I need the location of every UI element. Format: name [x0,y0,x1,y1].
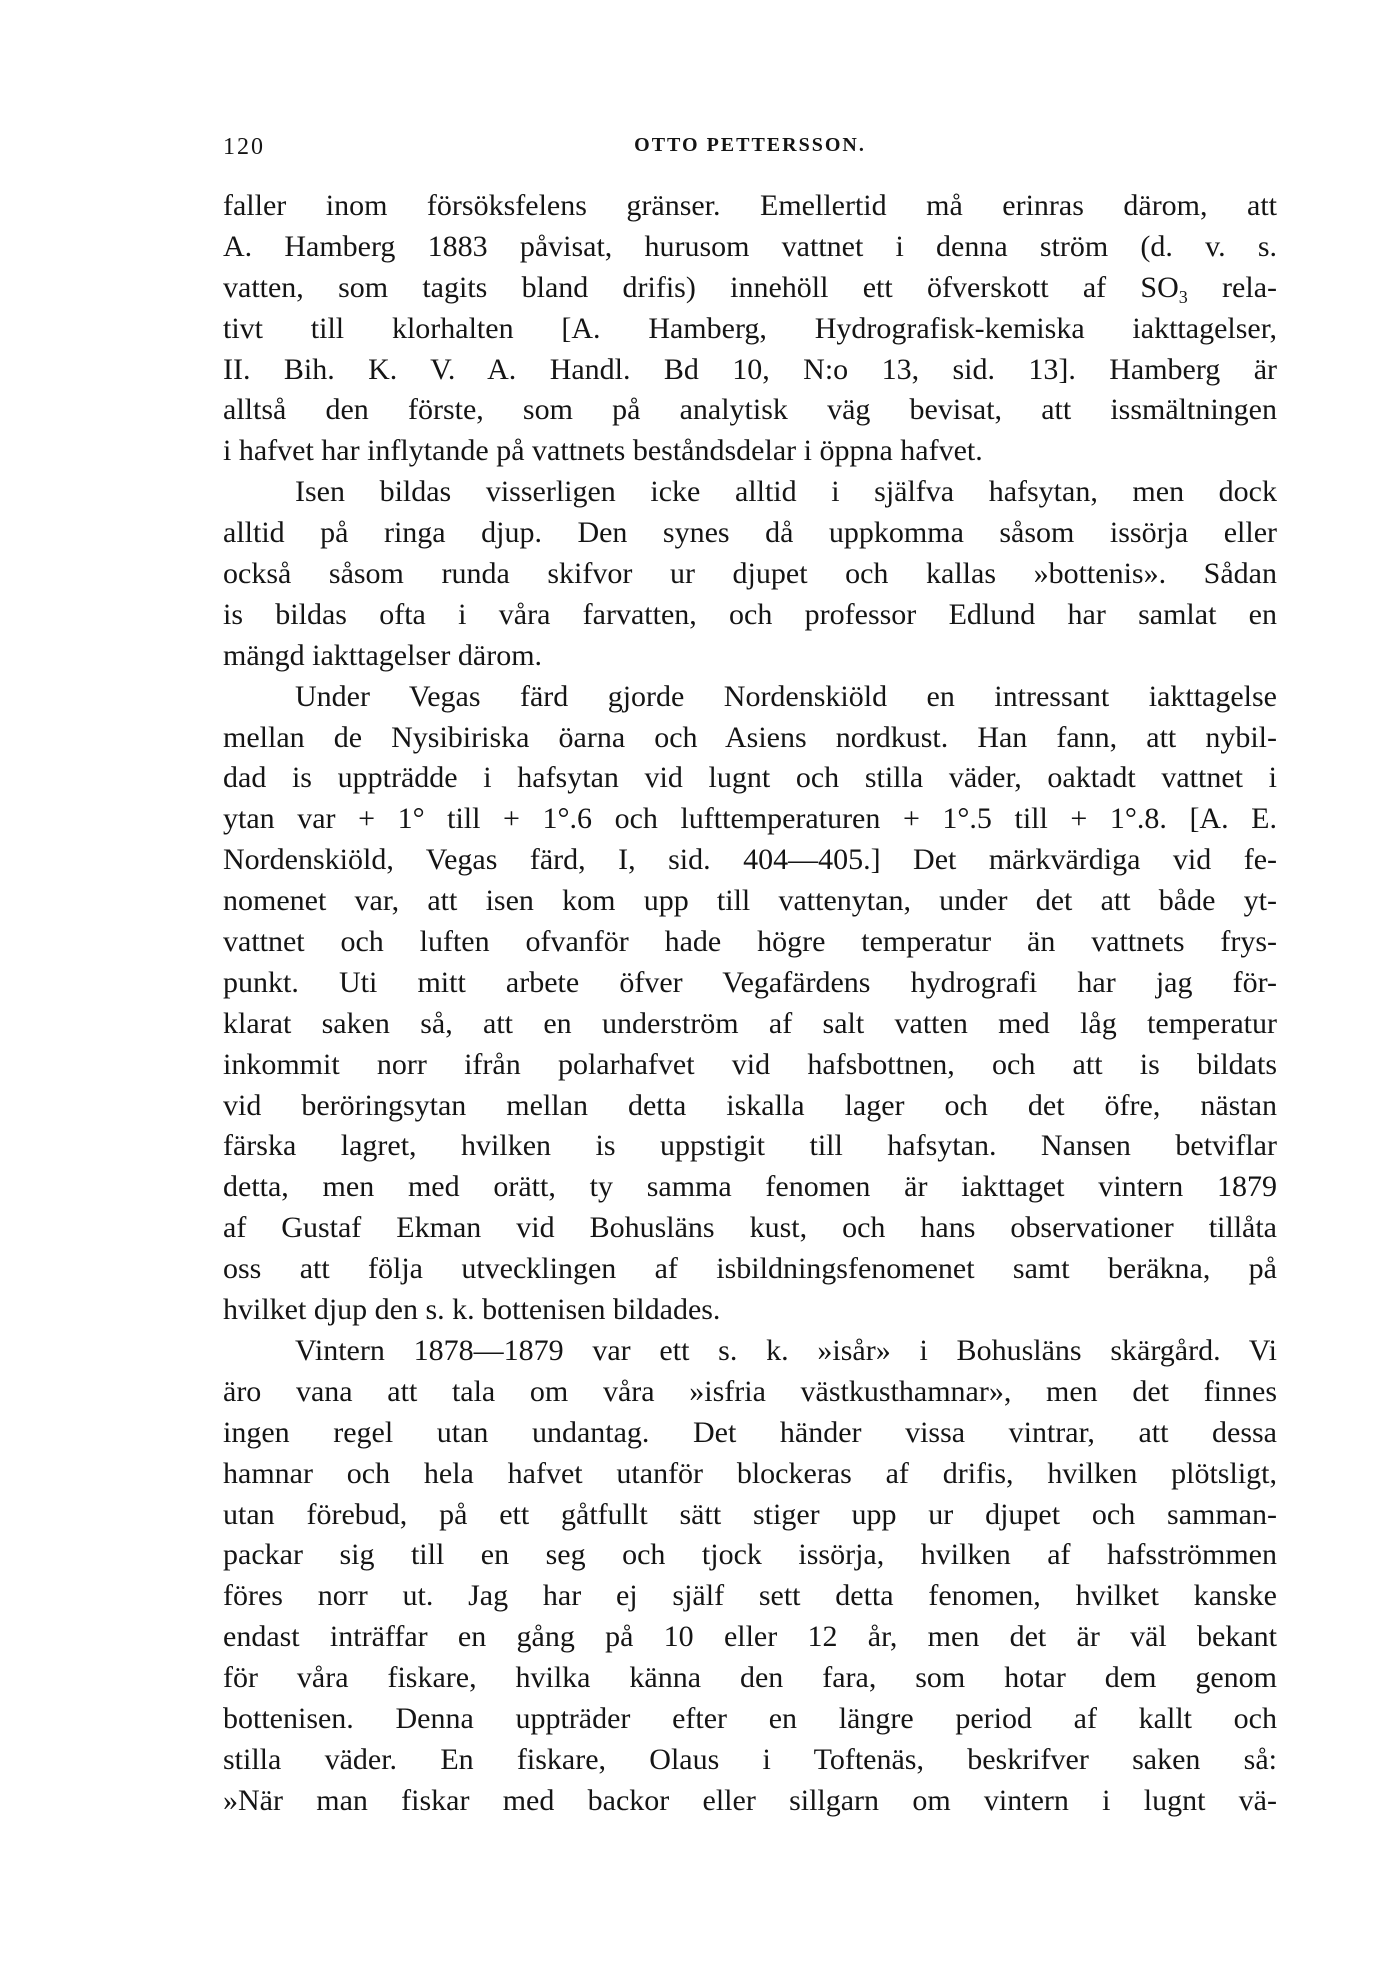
running-title: OTTO PETTERSSON. [634,134,866,156]
paragraph-first-line: Vintern 1878—1879 var ett s. k. »isår» i Bohusläns skärgård. Vi [295,1333,1277,1367]
text-line: mellan de Nysibiriska öarna och Asiens nordkust. Han fann, att nybil- [223,720,1277,754]
text-line: föres norr ut. Jag har ej själf sett detta fenomen, hvilket kanske [223,1579,1277,1613]
text-line: vid beröringsytan mellan detta iskalla lager och det öfre, nästan [223,1088,1277,1122]
page-number: 120 [223,134,265,160]
text-line: Nordenskiöld, Vegas färd, I, sid. 404—405.] Det märkvärdiga vid fe- [223,843,1277,877]
text-line: nomenet var, att isen kom upp till vattenytan, under det att både yt- [223,884,1277,918]
text-line: alltid på ringa djup. Den synes då uppkomma såsom issörja eller [223,516,1277,550]
paragraph-first-line: Under Vegas färd gjorde Nordenskiöld en intressant iakttagelse [295,679,1277,713]
paragraph-first-line: Isen bildas visserligen icke alltid i själfva hafsytan, men dock [295,475,1277,509]
text-line: dad is uppträdde i hafsytan vid lugnt och stilla väder, oaktadt vattnet i [223,761,1277,795]
text-line: utan förebud, på ett gåtfullt sätt stiger upp ur djupet och samman- [223,1497,1277,1531]
text-line: oss att följa utvecklingen af isbildningsfenomenet samt beräkna, på [223,1252,1277,1286]
text-segment: rela- [1187,270,1277,304]
text-line: färska lagret, hvilken is uppstigit till hafsytan. Nansen betviflar [223,1129,1277,1163]
text-line: tivt till klorhalten [A. Hamberg, Hydrografisk-kemiska iakttagelser, [223,311,1277,345]
text-line: af Gustaf Ekman vid Bohusläns kust, och hans observationer tillåta [223,1211,1277,1245]
running-head [223,134,1277,164]
text-line: A. Hamberg 1883 påvisat, hurusom vattnet i denna ström (d. v. s. [223,229,1277,263]
text-line: faller inom försöksfelens gränser. Emellertid må erinras därom, att [223,189,1277,222]
text-line: äro vana att tala om våra »isfria västkusthamnar», men det finnes [223,1374,1277,1408]
text-line: hamnar och hela hafvet utanför blockeras af drifis, hvilken plötsligt, [223,1456,1277,1490]
subscript-digit: 3 [1178,286,1188,307]
text-line: för våra fiskare, hvilka känna den fara, som hotar dem genom [223,1661,1277,1695]
text-line: ytan var + 1° till + 1°.6 och lufttemperaturen + 1°.5 till + 1°.8. [A. E. [223,802,1277,836]
text-line: alltså den förste, som på analytisk väg bevisat, att issmältningen [223,393,1277,427]
text-line: bottenisen. Denna uppträder efter en längre period af kallt och [223,1701,1277,1735]
text-line: detta, men med orätt, ty samma fenomen är iakttaget vintern 1879 [223,1170,1277,1204]
text-line: klarat saken så, att en underström af salt vatten med låg temperatur [223,1006,1277,1040]
text-line: också såsom runda skifvor ur djupet och kallas »bottenis». Sådan [223,557,1277,591]
paragraph-end-line: mängd iakttagelser därom. [223,638,543,672]
text-line: stilla väder. En fiskare, Olaus i Toftenäs, beskrifver saken så: [223,1742,1277,1776]
text-line: inkommit norr ifrån polarhafvet vid hafsbottnen, och att is bildats [223,1047,1277,1081]
text-line: »När man fiskar med backor eller sillgarn om vintern i lugnt vä- [223,1783,1277,1817]
text-line: packar sig till en seg och tjock issörja, hvilken af hafsströmmen [223,1538,1277,1572]
text-line: vattnet och luften ofvanför hade högre temperatur än vattnets frys- [223,925,1277,959]
text-line-with-subscript [223,268,1277,309]
text-line: punkt. Uti mitt arbete öfver Vegafärdens hydrografi har jag för- [223,965,1277,999]
paragraph-end-line: hvilket djup den s. k. bottenisen bildades. [223,1293,721,1327]
text-line: is bildas ofta i våra farvatten, och professor Edlund har samlat en [223,597,1277,631]
text-line: endast inträffar en gång på 10 eller 12 år, men det är väl bekant [223,1620,1277,1654]
text-line: ingen regel utan undantag. Det händer vissa vintrar, att dessa [223,1415,1277,1449]
paragraph-end-line: i hafvet har inflytande på vattnets beståndsdelar i öppna hafvet. [223,434,983,468]
text-line: II. Bih. K. V. A. Handl. Bd 10, N:o 13, sid. 13]. Hamberg är [223,352,1277,386]
body-text [223,186,1277,1822]
text-segment: vatten, som tagits bland drifis) innehöll ett öfverskott af SO [223,270,1179,304]
